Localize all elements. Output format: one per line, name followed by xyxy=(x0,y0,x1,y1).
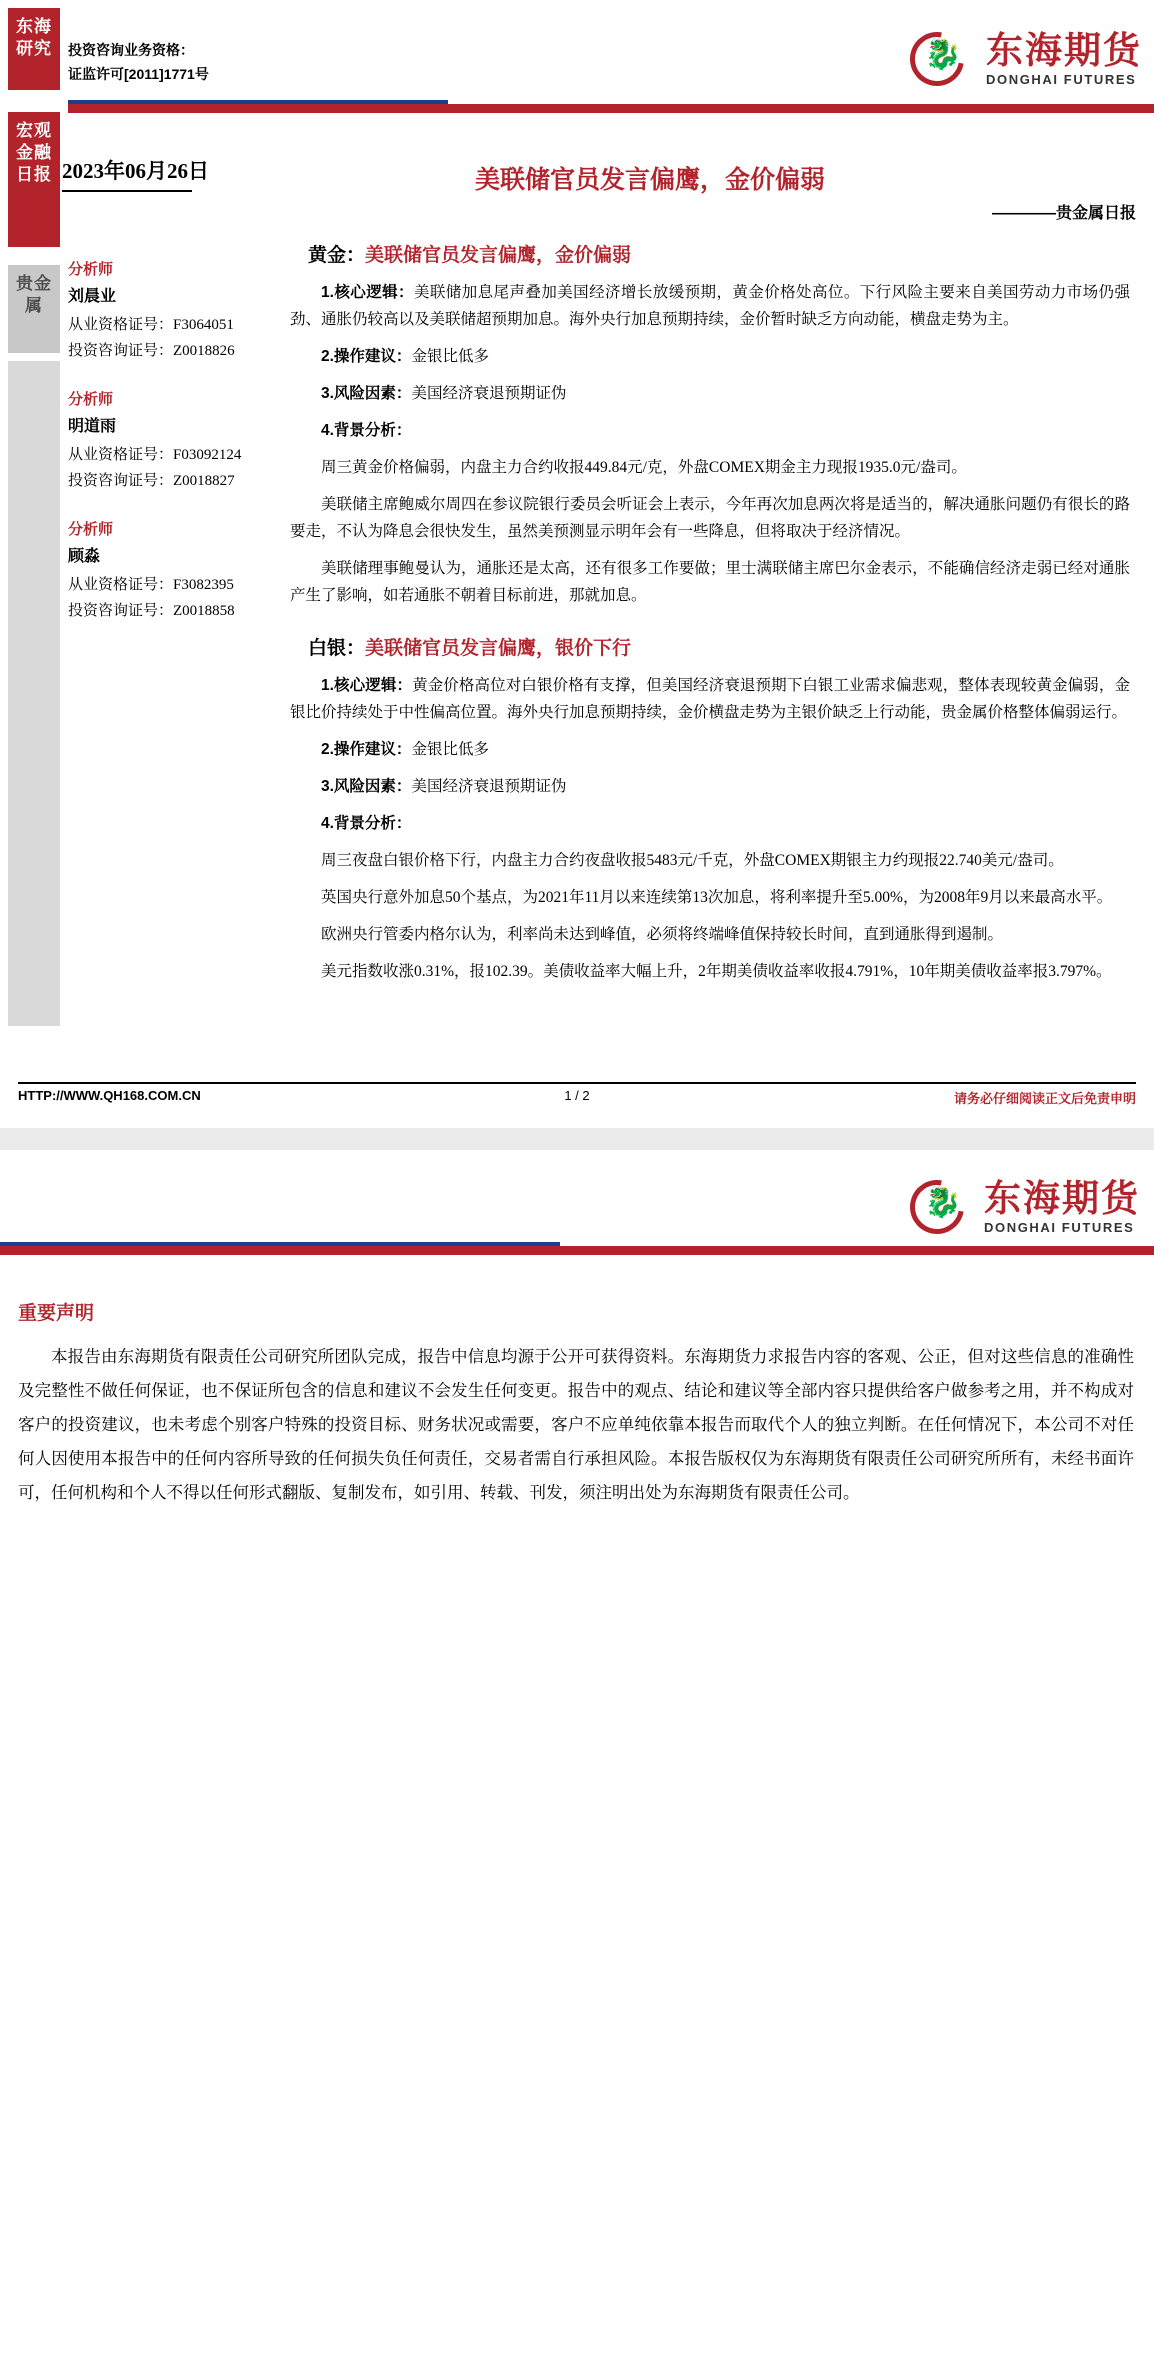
gold-advice-label: 2.操作建议： xyxy=(321,348,412,365)
report-body xyxy=(290,240,1130,995)
report-page-1 xyxy=(0,0,1154,1128)
silver-background-label: 4.背景分析： xyxy=(321,815,412,832)
analyst-list xyxy=(68,258,268,648)
silver-section-heading xyxy=(308,633,1130,660)
silver-core-text: 黄金价格高位对白银价格有支撑，但美国经济衰退预期下白银工业需求偏悲观，整体表现较黄金偏弱，金银比价持续处于中性偏高位置。海外央行加息预期持续，金价横盘走势为主银价缺乏上行动能，贵金属价格整体偏弱运行。 xyxy=(290,677,1130,721)
gold-background-para: 美联储主席鲍威尔周四在参议院银行委员会听证会上表示，今年再次加息两次将是适当的，解决通胀问题仍有很长的路要走，不认为降息会很快发生，虽然美预测显示明年会有一些降息，但将取决于经济情况。 xyxy=(290,496,1130,540)
gold-advice-text: 金银比低多 xyxy=(411,348,489,365)
dragon-glyph-icon: 🐉 xyxy=(924,1186,962,1219)
analyst-name: 明道雨 xyxy=(68,418,117,435)
left-rail xyxy=(8,8,60,1026)
analyst-role: 分析师 xyxy=(68,391,114,408)
silver-advice-text: 金银比低多 xyxy=(411,741,489,758)
disclaimer-body xyxy=(18,1340,1134,1510)
gold-background-label: 4.背景分析： xyxy=(321,422,412,439)
silver-risk xyxy=(290,773,1130,800)
analyst-consulting-number: 投资咨询证号：Z0018827 xyxy=(68,473,235,489)
footer-divider xyxy=(18,1082,1136,1084)
report-page-2 xyxy=(0,1150,1154,2335)
gold-risk-label: 3.风险因素： xyxy=(321,385,412,402)
silver-core-label: 1.核心逻辑： xyxy=(321,677,413,694)
silver-background-para: 欧洲央行管委内格尔认为，利率尚未达到峰值，必须将终端峰值保持较长时间，直到通胀得到遏制。 xyxy=(321,926,1004,943)
gold-core-logic xyxy=(290,279,1130,333)
analyst-item xyxy=(68,518,268,624)
analyst-name: 刘晨业 xyxy=(68,288,117,305)
gold-core-text: 美联储加息尾声叠加美国经济增长放缓预期，黄金价格处高位。下行风险主要来自美国劳动力市场仍强劲、通胀仍较高以及美联储超预期加息。海外央行加息预期持续，金价暂时缺乏方向动能，横盘走势为主。 xyxy=(290,284,1130,328)
qualification-line-2: 证监许可[2011]1771号 xyxy=(68,66,209,82)
gold-background-para: 美联储理事鲍曼认为，通胀还是太高，还有很多工作要做；里士满联储主席巴尔金表示，不能确信经济走弱已经对通胀产生了影响，如若通胀不朝着目标前进，那就加息。 xyxy=(290,560,1130,604)
analyst-consulting-number: 投资咨询证号：Z0018826 xyxy=(68,343,235,359)
logo-chinese-name: 东海期货 xyxy=(986,29,1142,71)
logo-text xyxy=(986,29,1142,87)
silver-heading-label: 白银： xyxy=(308,638,366,659)
footer-page-number: 1 / 2 xyxy=(564,1088,590,1103)
logo-english-name: DONGHAI FUTURES xyxy=(984,1219,1135,1235)
logo-english-name: DONGHAI FUTURES xyxy=(986,71,1137,87)
analyst-qualification: 从业资格证号：F3064051 xyxy=(68,317,234,333)
silver-background-para: 周三夜盘白银价格下行，内盘主力合约夜盘收报5483元/千克，外盘COMEX期银主力约现报22.740美元/盎司。 xyxy=(321,852,1064,869)
silver-background-label-line xyxy=(290,810,1130,837)
page-separator xyxy=(0,1128,1154,1150)
analyst-qualification: 从业资格证号：F03092124 xyxy=(68,447,242,463)
analyst-name: 顾淼 xyxy=(68,548,101,565)
silver-risk-text: 美国经济衰退预期证伪 xyxy=(411,778,567,795)
rail-tail xyxy=(8,361,60,1026)
gold-heading-label: 黄金： xyxy=(308,245,366,266)
logo-chinese-name: 东海期货 xyxy=(984,1177,1140,1219)
page-title: 美联储官员发言偏鹰，金价偏弱 xyxy=(474,166,825,194)
gold-heading-text: 美联储官员发言偏鹰，金价偏弱 xyxy=(365,245,632,266)
gold-risk-text: 美国经济衰退预期证伪 xyxy=(411,385,567,402)
header-rule-red xyxy=(68,104,1154,113)
gold-section-heading xyxy=(308,240,1130,267)
footer-disclaimer-note: 请务必仔细阅读正文后免责申明 xyxy=(953,1091,1136,1106)
analyst-item xyxy=(68,258,268,364)
silver-core-logic xyxy=(290,672,1130,726)
silver-background-para: 美元指数收涨0.31%，报102.39。美债收益率大幅上升，2年期美债收益率收报4.791%，10年期美债收益率报3.797%。 xyxy=(321,963,1112,980)
rail-topic-block: 贵金属 xyxy=(8,265,60,353)
silver-heading-text: 美联储官员发言偏鹰，银价下行 xyxy=(365,638,632,659)
logo-text xyxy=(984,1177,1140,1235)
dragon-logo-icon xyxy=(910,30,976,88)
gold-core-label: 1.核心逻辑： xyxy=(321,284,414,301)
gold-risk xyxy=(290,380,1130,407)
dragon-logo-icon xyxy=(910,1178,976,1236)
rail-section-block: 宏观金融日报 xyxy=(8,112,60,247)
header-rule-red xyxy=(0,1246,1154,1255)
disclaimer-paragraph: 本报告由东海期货有限责任公司研究所团队完成，报告中信息均源于公开可获得资料。东海期货力求报告内容的客观、公正，但对这些信息的准确性及完整性不做任何保证，也不保证所包含的信息和建议不会发生任何变更。报告中的观点、结论和建议等全部内容只提供给客户做参考之用，并不构成对客户的投资建议，也未考虑个别客户特殊的投资目标、财务状况或需要，客户不应单纯依靠本报告而取代个人的独立判断。在任何情况下，本公司不对任何人因使用本报告中的任何内容所导致的任何损失负任何责任，交易者需自行承担风险。本报告版权仅为东海期货有限责任公司研究所所有，未经书面许可，任何机构和个人不得以任何形式翻版、复制发布，如引用、转载、刊发，须注明出处为东海期货有限责任公司。 xyxy=(18,1347,1134,1502)
page-footer xyxy=(18,1088,1136,1110)
company-logo xyxy=(910,30,1142,88)
silver-advice-label: 2.操作建议： xyxy=(321,741,412,758)
analyst-role: 分析师 xyxy=(68,261,114,278)
page-subtitle: ————贵金属日报 xyxy=(991,205,1136,222)
gold-background-para: 周三黄金价格偏弱，内盘主力合约收报449.84元/克，外盘COMEX期金主力现报1935.0元/盎司。 xyxy=(321,459,967,476)
analyst-item xyxy=(68,388,268,494)
silver-background-para: 英国央行意外加息50个基点，为2021年11月以来连续第13次加息，将利率提升至5.00%，为2008年9月以来最高水平。 xyxy=(321,889,1113,906)
gold-advice xyxy=(290,343,1130,370)
section-spacer xyxy=(290,619,1130,633)
analyst-qualification: 从业资格证号：F3082395 xyxy=(68,577,234,593)
gold-background-label-line xyxy=(290,417,1130,444)
silver-advice xyxy=(290,736,1130,763)
document-header xyxy=(68,12,1142,108)
rail-brand-block: 东海研究 xyxy=(8,8,60,90)
analyst-consulting-number: 投资咨询证号：Z0018858 xyxy=(68,603,235,619)
silver-risk-label: 3.风险因素： xyxy=(321,778,412,795)
qualification-line-1: 投资咨询业务资格： xyxy=(68,42,194,58)
dragon-glyph-icon: 🐉 xyxy=(924,38,962,71)
disclaimer-heading: 重要声明 xyxy=(18,1303,95,1324)
footer-website[interactable]: HTTP://WWW.QH168.COM.CN xyxy=(18,1088,201,1103)
analyst-role: 分析师 xyxy=(68,521,114,538)
company-logo xyxy=(910,1178,1140,1236)
report-date: 2023年06月26日 xyxy=(62,155,209,192)
